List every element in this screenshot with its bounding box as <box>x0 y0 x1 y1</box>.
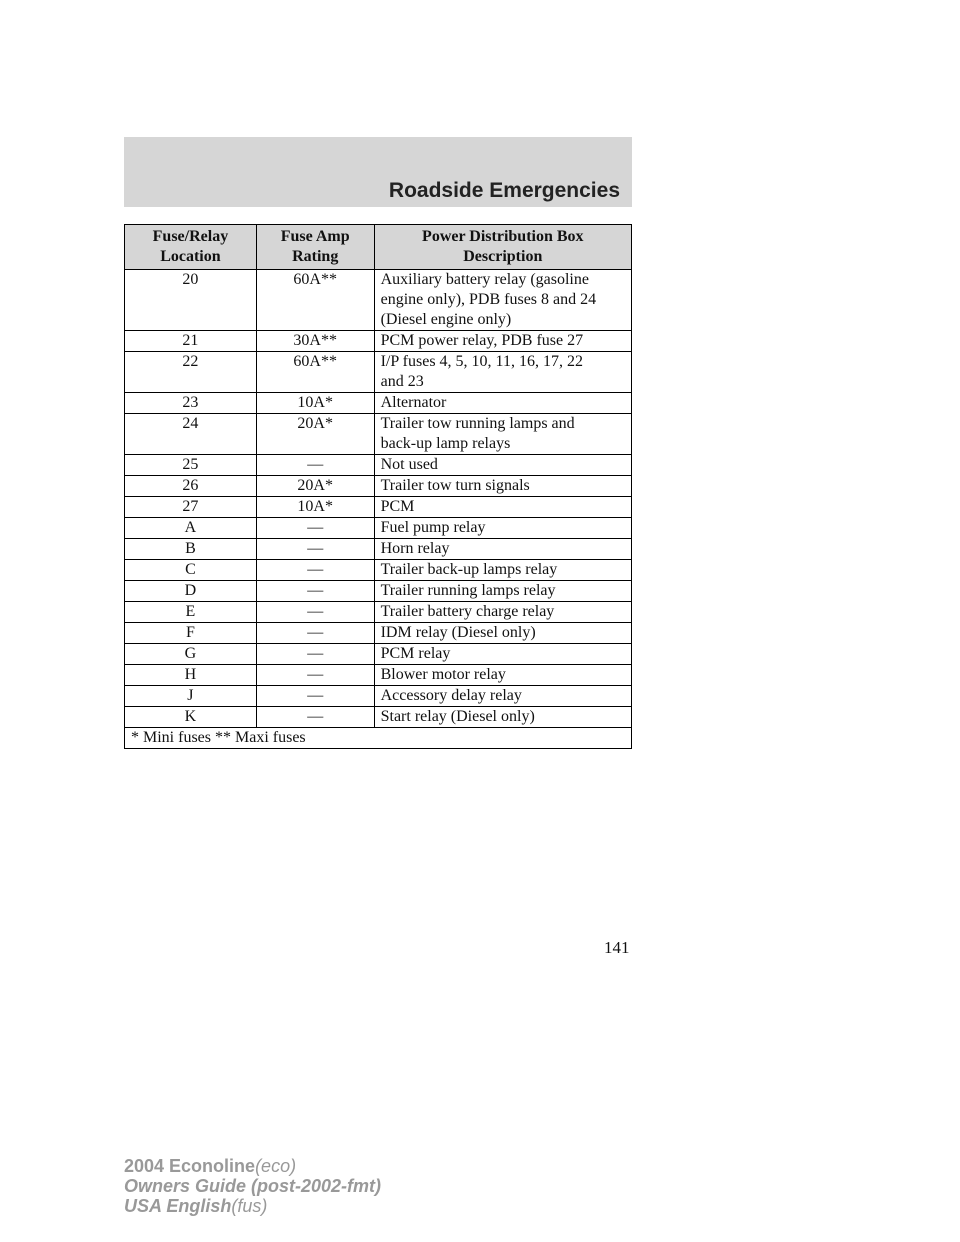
footer-line <box>124 1176 381 1196</box>
cell-location: B <box>125 539 257 560</box>
description-line: Trailer tow turn signals <box>380 477 530 494</box>
table-footnote: * Mini fuses ** Maxi fuses <box>125 728 632 749</box>
column-header-line: Fuse/Relay <box>152 228 229 245</box>
cell-rating: — <box>256 518 374 539</box>
footer-bold-text: USA English <box>124 1196 232 1216</box>
table-row <box>125 539 632 560</box>
cell-rating: 10A* <box>256 497 374 518</box>
page-number: 141 <box>604 938 630 957</box>
section-title: Roadside Emergencies <box>388 179 620 202</box>
cell-description <box>374 644 631 665</box>
table-row <box>125 414 632 455</box>
cell-description <box>374 414 631 455</box>
cell-location: G <box>125 644 257 665</box>
footer-line <box>124 1156 381 1176</box>
description-line: Auxiliary battery relay (gasoline <box>380 271 589 288</box>
cell-rating: — <box>256 644 374 665</box>
footer-line <box>124 1196 381 1216</box>
cell-rating: 10A* <box>256 393 374 414</box>
description-line: engine only), PDB fuses 8 and 24 <box>380 291 597 308</box>
column-header-line: Fuse Amp <box>280 228 350 245</box>
table-row <box>125 476 632 497</box>
table-body <box>125 270 632 728</box>
cell-location: 22 <box>125 352 257 393</box>
description-line: Trailer tow running lamps and <box>380 415 575 432</box>
description-line: PCM power relay, PDB fuse 27 <box>380 332 584 349</box>
cell-rating: 20A* <box>256 414 374 455</box>
cell-location: J <box>125 686 257 707</box>
description-line: Not used <box>380 456 438 473</box>
table-row <box>125 518 632 539</box>
cell-description <box>374 665 631 686</box>
cell-description <box>374 393 631 414</box>
cell-description <box>374 581 631 602</box>
cell-location: 26 <box>125 476 257 497</box>
table-row <box>125 686 632 707</box>
cell-rating: — <box>256 665 374 686</box>
description-line: Trailer running lamps relay <box>380 582 556 599</box>
cell-description <box>374 352 631 393</box>
cell-rating: 30A** <box>256 331 374 352</box>
cell-location: 24 <box>125 414 257 455</box>
table-row <box>125 602 632 623</box>
cell-rating: 60A** <box>256 270 374 331</box>
cell-rating: — <box>256 623 374 644</box>
description-line: back-up lamp relays <box>380 435 511 452</box>
cell-location: 27 <box>125 497 257 518</box>
table-row <box>125 270 632 331</box>
cell-location: 21 <box>125 331 257 352</box>
description-line: PCM <box>380 498 415 515</box>
cell-location: 23 <box>125 393 257 414</box>
fuse-relay-table <box>124 224 632 749</box>
footer-bold-text: Owners Guide (post-2002-fmt) <box>124 1176 382 1196</box>
description-line: Blower motor relay <box>380 666 506 683</box>
cell-location: C <box>125 560 257 581</box>
table-row <box>125 560 632 581</box>
cell-location: 25 <box>125 455 257 476</box>
cell-description <box>374 518 631 539</box>
cell-location: K <box>125 707 257 728</box>
cell-rating: — <box>256 602 374 623</box>
description-line: Alternator <box>380 394 447 411</box>
column-header-line: Power Distribution Box <box>422 228 584 245</box>
table-header-row <box>125 225 632 270</box>
cell-location: F <box>125 623 257 644</box>
description-line: Start relay (Diesel only) <box>380 708 535 725</box>
cell-rating: — <box>256 707 374 728</box>
description-line: (Diesel engine only) <box>380 311 512 328</box>
column-header-line: Rating <box>292 248 339 265</box>
table-row <box>125 455 632 476</box>
cell-description <box>374 686 631 707</box>
document-footer <box>124 1156 381 1216</box>
cell-rating: — <box>256 539 374 560</box>
column-header-line: Location <box>160 248 221 265</box>
description-line: PCM relay <box>380 645 451 662</box>
cell-description <box>374 476 631 497</box>
cell-location: E <box>125 602 257 623</box>
cell-description <box>374 539 631 560</box>
description-line: Fuel pump relay <box>380 519 486 536</box>
description-line: Trailer back-up lamps relay <box>380 561 558 578</box>
column-header-rating <box>256 225 374 270</box>
table-row <box>125 707 632 728</box>
table-footnote-row <box>125 728 632 749</box>
table-row <box>125 644 632 665</box>
cell-location: D <box>125 581 257 602</box>
description-line: IDM relay (Diesel only) <box>380 624 536 641</box>
column-header-location <box>125 225 257 270</box>
cell-location: A <box>125 518 257 539</box>
cell-description <box>374 455 631 476</box>
description-line: Trailer battery charge relay <box>380 603 555 620</box>
cell-description <box>374 331 631 352</box>
table-row <box>125 352 632 393</box>
cell-rating: — <box>256 455 374 476</box>
section-header-band <box>124 137 632 207</box>
table-row <box>125 331 632 352</box>
cell-description <box>374 497 631 518</box>
description-line: and 23 <box>380 373 424 390</box>
cell-rating: 20A* <box>256 476 374 497</box>
cell-rating: 60A** <box>256 352 374 393</box>
table-row <box>125 581 632 602</box>
table-row <box>125 623 632 644</box>
cell-description <box>374 707 631 728</box>
footer-italic-text: (eco) <box>255 1156 297 1176</box>
cell-rating: — <box>256 686 374 707</box>
cell-location: H <box>125 665 257 686</box>
description-line: Accessory delay relay <box>380 687 522 704</box>
cell-description <box>374 560 631 581</box>
table-row <box>125 665 632 686</box>
cell-rating: — <box>256 560 374 581</box>
cell-description <box>374 270 631 331</box>
table-row <box>125 497 632 518</box>
cell-location: 20 <box>125 270 257 331</box>
table-row <box>125 393 632 414</box>
column-header-description <box>374 225 631 270</box>
description-line: Horn relay <box>380 540 450 557</box>
cell-description <box>374 602 631 623</box>
column-header-line: Description <box>463 248 543 265</box>
cell-description <box>374 623 631 644</box>
description-line: I/P fuses 4, 5, 10, 11, 16, 17, 22 <box>380 353 583 370</box>
footer-italic-text: (fus) <box>231 1196 268 1216</box>
cell-rating: — <box>256 581 374 602</box>
footer-bold-text: 2004 Econoline <box>124 1156 256 1176</box>
